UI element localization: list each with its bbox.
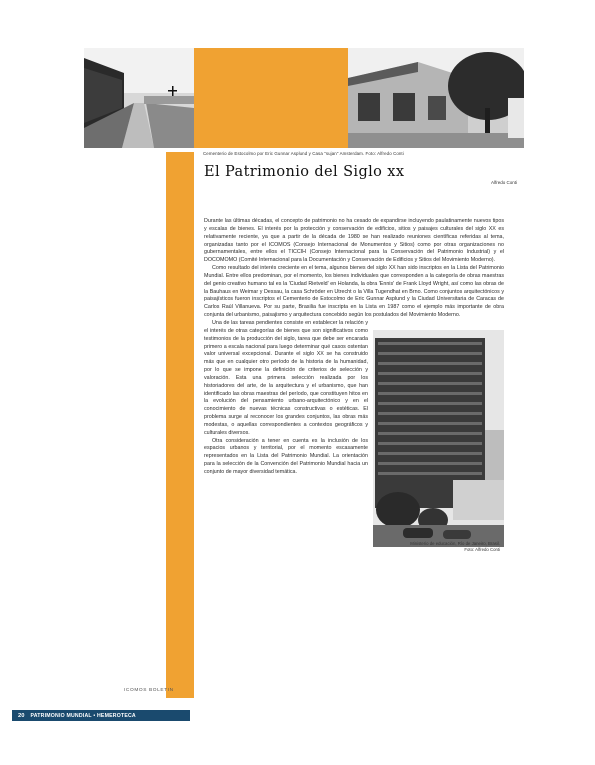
page-number: 20 [18, 712, 25, 719]
paragraph-1: Durante las últimas décadas, el concepto de patrimonio no ha cesado de expandirse incluyendo paulatinamente nuevos tipos y escalas de bienes. El interés por la protección y conservación de edificios, sitios y paisajes culturales del siglo XX es relativamente reciente, ya que a partir de la década de 1980 se han realizado reuniones científicas referidas al tema, organizadas tanto por el ICOMOS (Consejo Internacional de Monumentos y Sitios) como por otras organizaciones no gubernamentales, entre ellos el TICCIH (Consejo Internacional para la Conservación del Patrimonio Industrial) y el DOCOMOMO (Comité Internacional para la Documentación y Conservación de Edificios y Sitios del Movimiento Moderno). [204, 218, 504, 264]
ministry-photo [373, 330, 504, 547]
paragraph-2: Como resultado del interés creciente en el tema, algunos bienes del siglo XX han sido inscriptos en la Lista del Patrimonio Mundial. Entre ellos predominan, por el momento, los bienes individuales que corresponden a la categoría de obras maestras del genio creativo humano tal es la 'Ciudad Rietveld' en Holanda, la obra 'Ennis' de Frank Lloyd Wright, así como las obras de la Bauhaus en Weimar y Dessau, la casa Schröder en Utrecht o la Villa Tugendhat en Brno. Como conjuntos arquitectónicos y paisajísticos fueron inscriptos el Cementerio de Estocolmo de Eric Gunnar Asplund y la Ciudad Universitaria de Caracas de Carlos Raúl Villanueva. Por su parte, Brasilia fue inscripta en la Lista en 1987 como el ejemplo más importante de obra conjunta del urbanismo, paisajismo y arquitectura concebido según los postulados del Movimiento Moderno. [204, 265, 504, 319]
inline-photo-block [368, 324, 504, 556]
orange-side-column [166, 152, 194, 698]
building-photo [348, 48, 524, 148]
orange-header-band [194, 48, 348, 148]
masthead-label: ICOMOS BOLETIN [124, 688, 174, 693]
cemetery-photo [84, 48, 194, 148]
paragraph-3: Una de las tareas pendientes consiste en establecer la relación y el interés de otras categorías de bienes que son significativos como testimonios de la producción del siglo, tarea que debe ser encarada primero a escala nacional para luego determinar qué casos ostentan valor universal excepcional. Durante el siglo XX se ha construido más que en cualquier otro período de la historia de la humanidad, por lo que se impone la definición de criterios de selección y valoración. Esta una primera selección realizada por los historiadores del arte, de la arquitectura y el urbanismo, que han identificado las obras maestras del período, que constituyen hitos en la evolución del pensamiento urbano-arquitectónico y en el conocimiento de nuevas técnicas constructivas o estéticas. El problema surge al reconocer los grandes conjuntos, las obras más modestas, o aquellas correspondientes a contextos geográficos y culturales diversos. [204, 319, 368, 436]
inline-photo-caption: Ministerio de educación, Río de Janeiro, Brasil. Foto: Alfredo Conti [410, 540, 500, 553]
article-title: El Patrimonio del Siglo xx [204, 164, 405, 180]
article-author: Alfredo Conti [491, 180, 518, 185]
article-body [204, 218, 504, 556]
section-label: PATRIMONIO MUNDIAL • HEMEROTECA [30, 712, 136, 719]
paragraph-4: Otra consideración a tener en cuenta es la inclusión de los espacios urbanos y territorial, por el momento escasamente representados en la Lista del Patrimonio Mundial. La orientación para la selección de la Convención del Patrimonio Mundial hacia un conjunto de mayor diversidad temática. [204, 437, 368, 475]
footer-bar [12, 710, 190, 721]
header-photo-caption: Cementerio de Estocolmo por Eric Gunnar Asplund y Casa "sujan" Amsterdam. Foto: Alfredo Conti [203, 151, 404, 156]
